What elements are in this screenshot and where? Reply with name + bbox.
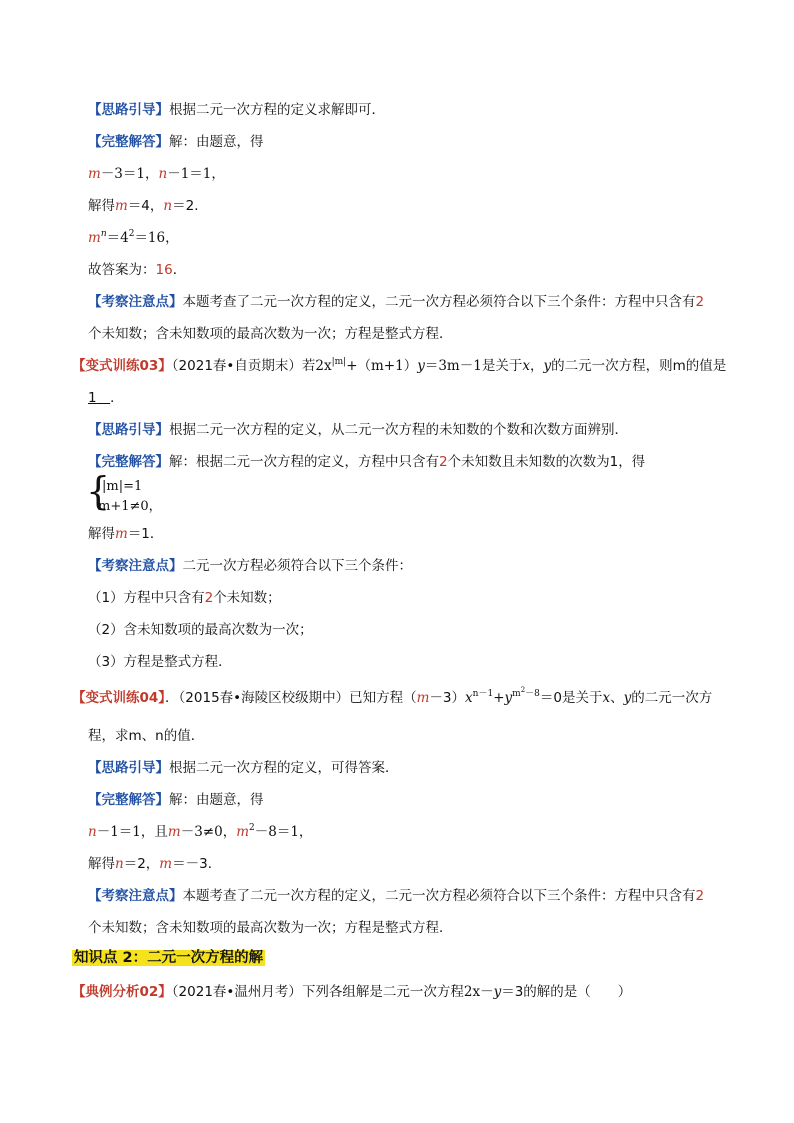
bianshi-04-title: 【变式训练04】．（2015春•海陵区校级期中）已知方程$(m-3)x^{n-1}+y^{m^2-8}=0$是关于x、y的二元一次方 bbox=[72, 686, 713, 706]
power-line-1: $m^n=4^2=16$， bbox=[88, 229, 179, 246]
solution-line-2: 解得m＝1． bbox=[88, 526, 164, 542]
bianshi-03-answer: 1 ． bbox=[88, 390, 124, 406]
bianshi-04-line2: 程，求m、n的值． bbox=[88, 728, 205, 744]
silu-line-1: 【思路引导】根据二元一次方程的定义求解即可． bbox=[88, 102, 385, 118]
kaocha-line-1: 【考察注意点】本题考查了二元一次方程的定义，二元一次方程必须符合以下三个条件：方程中只含有2 bbox=[88, 294, 705, 310]
jieda-line-3: 【完整解答】解：由题意，得 bbox=[88, 792, 264, 808]
jieda-line-2: 【完整解答】解：根据二元一次方程的定义，方程中只含有2个未知数且未知数的次数为1，得 bbox=[88, 454, 646, 470]
equation-line-3: n－1＝1，且m－3≠0，$m^2-8=1$， bbox=[88, 823, 313, 840]
condition-item-2: （2）含未知数项的最高次数为一次； bbox=[88, 622, 313, 638]
silu-line-2: 【思路引导】根据二元一次方程的定义，从二元一次方程的未知数的个数和次数方面辨别． bbox=[88, 422, 628, 438]
system-brace: { bbox=[86, 469, 111, 513]
dianli-02-title: 【典例分析02】（2021春•温州月考）下列各组解是二元一次方程2x－y＝3的解的是（ ） bbox=[72, 984, 632, 1000]
kaocha-line-1b: 个未知数；含未知数项的最高次数为一次；方程是整式方程． bbox=[88, 326, 453, 342]
answer-line-1: 故答案为：16． bbox=[88, 262, 187, 278]
condition-item-1: （1）方程中只含有2个未知数； bbox=[88, 590, 281, 606]
solution-line-1: 解得m＝4，n＝2． bbox=[88, 198, 208, 214]
kaocha-line-2: 【考察注意点】二元一次方程必须符合以下三个条件： bbox=[88, 558, 412, 574]
solution-line-3: 解得n＝2，m＝－3． bbox=[88, 856, 222, 872]
condition-item-3: （3）方程是整式方程． bbox=[88, 654, 232, 670]
section-heading: 知识点 2：二元一次方程的解 bbox=[74, 950, 264, 966]
kaocha-line-3b: 个未知数；含未知数项的最高次数为一次；方程是整式方程． bbox=[88, 920, 453, 936]
kaocha-line-3: 【考察注意点】本题考查了二元一次方程的定义，二元一次方程必须符合以下三个条件：方程中只含有2 bbox=[88, 888, 705, 904]
bianshi-03-title: 【变式训练03】（2021春•自贡期末）若$2x^{|m|}+(m+1)y=3m-1$是关于x，y的二元一次方程，则m的值是 bbox=[72, 357, 727, 374]
system-eq-2: m+1≠0， bbox=[98, 499, 162, 514]
equation-line-1: m－3＝1，n－1＝1， bbox=[88, 166, 225, 182]
jieda-line-1: 【完整解答】解：由题意，得 bbox=[88, 134, 264, 150]
system-eq-1: |m|=1 bbox=[102, 479, 143, 494]
silu-line-3: 【思路引导】根据二元一次方程的定义，可得答案． bbox=[88, 760, 399, 776]
